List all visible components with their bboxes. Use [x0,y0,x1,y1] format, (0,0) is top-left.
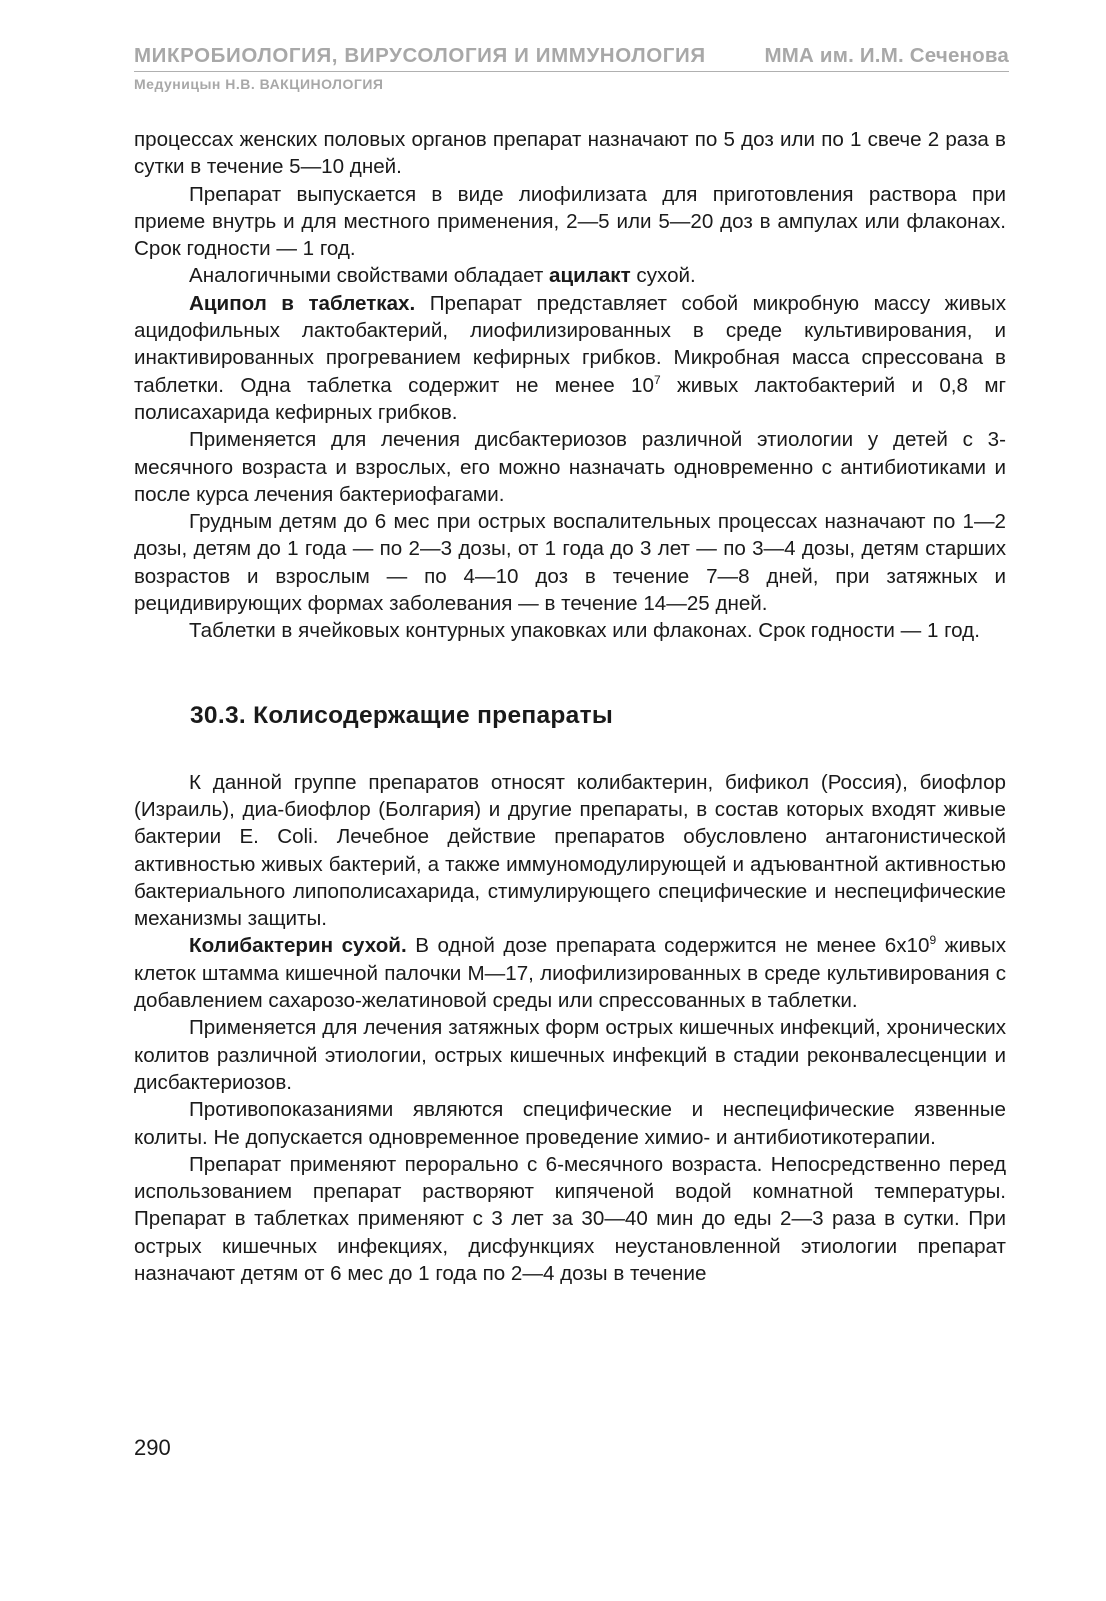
drug-name: Колибактерин сухой. [189,934,407,958]
paragraph [134,932,1006,1014]
paragraph: Противопоказаниями являются специфические и неспецифические язвенные колиты. Не допускается одновременное проведение химио- и антибиотикотерапии. [134,1098,1006,1149]
paragraph [134,290,1006,426]
exponent: 9 [929,933,937,948]
paragraph: К данной группе препаратов относят колибактерин, бификол (Россия), биофлор (Израиль), диа-биофлор (Болгария) и другие препараты, в состав которых входят живые бактерии E. Coli. Лечебное действие препаратов обусловлено антагонистической активностью живых бактерий, а также иммуномодулирующей и адъювантной активностью бактериального липополисахарида, стимулирующего специфические и неспецифические механизмы защиты. [134,770,1006,931]
paragraph: Таблетки в ячейковых контурных упаковках или флаконах. Срок годности — 1 год. [189,619,980,643]
header-book-title: МИКРОБИОЛОГИЯ, ВИРУСОЛОГИЯ И ИММУНОЛОГИЯ [134,44,706,67]
header-publisher: ММА им. И.М. Сеченова [764,44,1009,67]
paragraph-text: Препарат представляет собой микробную массу живых ацидофильных лактобактерий, лиофилизированных в среде культивирования, и инактивированных прогреванием кефирных грибков. Микробная масса спрессована в таблетки. Одна таблетка содержит не менее 10 [134,291,1006,397]
paragraph-text: сухой. [630,264,696,288]
exponent: 7 [653,372,661,387]
paragraph-text: Аналогичными свойствами обладает [189,264,549,288]
drug-name: ацилакт [549,264,631,288]
paragraph: Применяется для лечения дисбактериозов различной этиологии у детей с 3-месячного возраста и взрослых, его можно назначать одновременно с антибиотиками и после курса лечения бактериофагами. [134,428,1006,506]
paragraph-text: живых лактобактерий и 0,8 мг полисахарида кефирных грибков. [134,373,1006,424]
drug-name: Аципол в таблетках. [189,291,416,315]
header-top-line [134,44,1009,72]
paragraph [134,262,1006,289]
paragraph: Применяется для лечения затяжных форм острых кишечных инфекций, хронических колитов различной этиологии, острых кишечных инфекций в стадии реконвалесценции и дисбактериозов. [134,1016,1006,1094]
page-number: 290 [134,1435,171,1460]
header-chapter: ВАКЦИНОЛОГИЯ [259,76,384,92]
section-heading: 30.3. Колисодержащие препараты [190,701,614,729]
header-author: Медуницын Н.В. [134,76,256,92]
paragraph: Грудным детям до 6 мес при острых воспалительных процессах назначают по 1—2 дозы, детям до 1 года — по 2—3 дозы, от 1 года до 3 лет — по 3—4 дозы, детям старших возрастов и взрослым — по 4—10 доз в течение 7—8 дней, при затяжных и рецидивирующих формах заболевания — в течение 14—25 дней. [134,510,1006,616]
paragraph: Препарат выпускается в виде лиофилизата для приготовления раствора при приеме внутрь и для местного применения, 2—5 или 5—20 доз в ампулах или флаконах. Срок годности — 1 год. [134,182,1006,261]
page-body [134,126,1006,1287]
paragraph: процессах женских половых органов препарат назначают по 5 доз или по 1 свече 2 раза в сутки в течение 5—10 дней. [134,128,1006,179]
paragraph-text: В одной дозе препарата содержится не менее 6х10 [406,934,930,958]
paragraph: Препарат применяют перорально с 6-месячного возраста. Непосредственно перед использованием препарат растворяют кипяченой водой комнатной температуры. Препарат в таблетках применяют с 3 лет за 30—40 мин до еды 2—3 раза в сутки. При острых кишечных инфекциях, дисфункциях неустановленной этиологии препарат назначают детям от 6 мес до 1 года по 2—4 дозы в течение [134,1152,1006,1285]
header-subtitle [134,76,1009,92]
running-header [134,44,1009,92]
paragraph-text: живых клеток штамма кишечной палочки М—17, лиофилизированных в среде культивирования с добавлением сахарозо-желатиновой среды или спрессованных в таблетки. [134,934,1006,1013]
